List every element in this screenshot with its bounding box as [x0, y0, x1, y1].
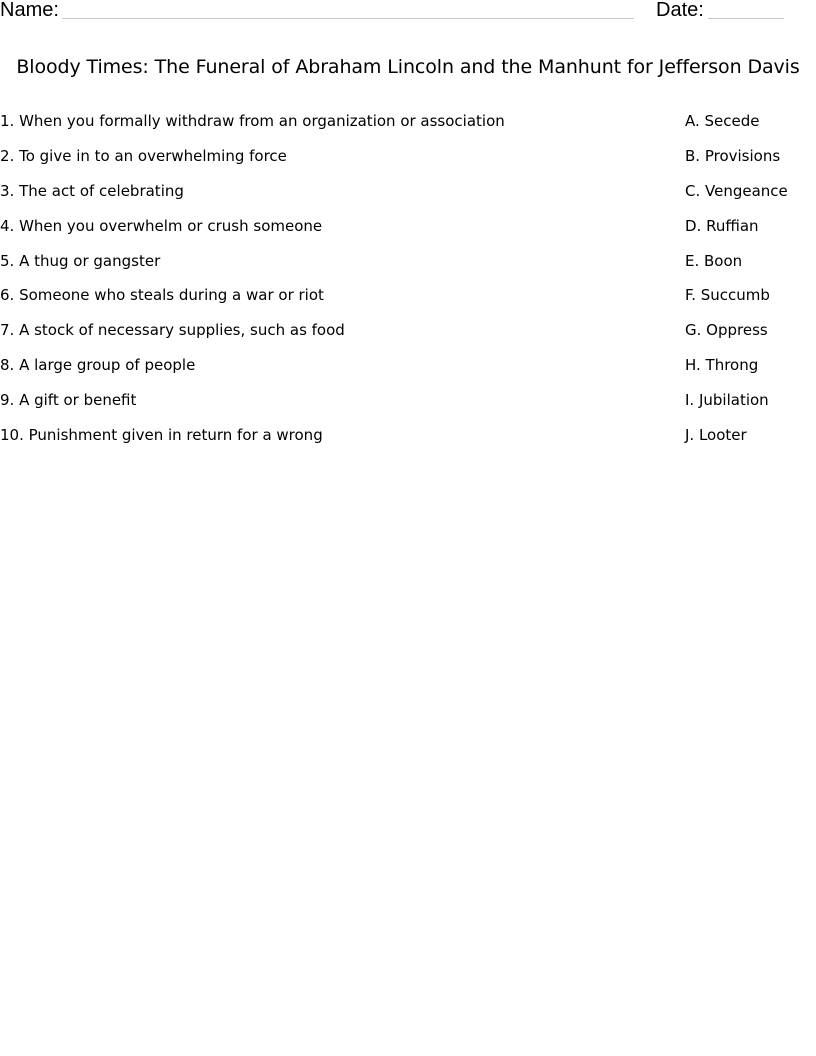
vocabulary-item: I. Jubilation — [685, 391, 769, 410]
definition-item: 4. When you overwhelm or crush someone — [0, 216, 323, 235]
vocabulary-item: D. Ruffian — [685, 216, 759, 235]
definition-item: 5. A thug or gangster — [0, 251, 161, 270]
vocabulary-item: F. Succumb — [685, 286, 770, 305]
definitions-list — [0, 111, 505, 460]
header — [0, 0, 816, 24]
definition-item: 6. Someone who steals during a war or riot — [0, 286, 324, 305]
date-label: Date: — [656, 0, 704, 21]
definition-item: 2. To give in to an overwhelming force — [0, 146, 287, 165]
definition-item: 1. When you formally withdraw from an organization or association — [0, 112, 505, 130]
vocabulary-item: E. Boon — [685, 251, 743, 270]
definition-item: 9. A gift or benefit — [0, 391, 137, 410]
definition-item: 7. A stock of necessary supplies, such as food — [0, 321, 345, 340]
name-blank-line — [62, 18, 634, 19]
definition-item: 8. A large group of people — [0, 356, 196, 375]
date-blank-line — [708, 18, 784, 19]
vocabulary-list — [685, 111, 788, 460]
vocabulary-item: G. Oppress — [685, 321, 768, 340]
name-label: Name: — [0, 0, 59, 21]
vocabulary-item: B. Provisions — [685, 146, 781, 165]
vocabulary-item: J. Looter — [685, 426, 747, 445]
vocabulary-item: C. Vengeance — [685, 181, 788, 200]
vocabulary-item: H. Throng — [685, 356, 759, 375]
worksheet-title: Bloody Times: The Funeral of Abraham Lincoln and the Manhunt for Jefferson Davis — [16, 56, 800, 78]
vocabulary-item: A. Secede — [685, 112, 760, 130]
definition-item: 3. The act of celebrating — [0, 181, 184, 200]
definition-item: 10. Punishment given in return for a wrong — [0, 426, 323, 445]
